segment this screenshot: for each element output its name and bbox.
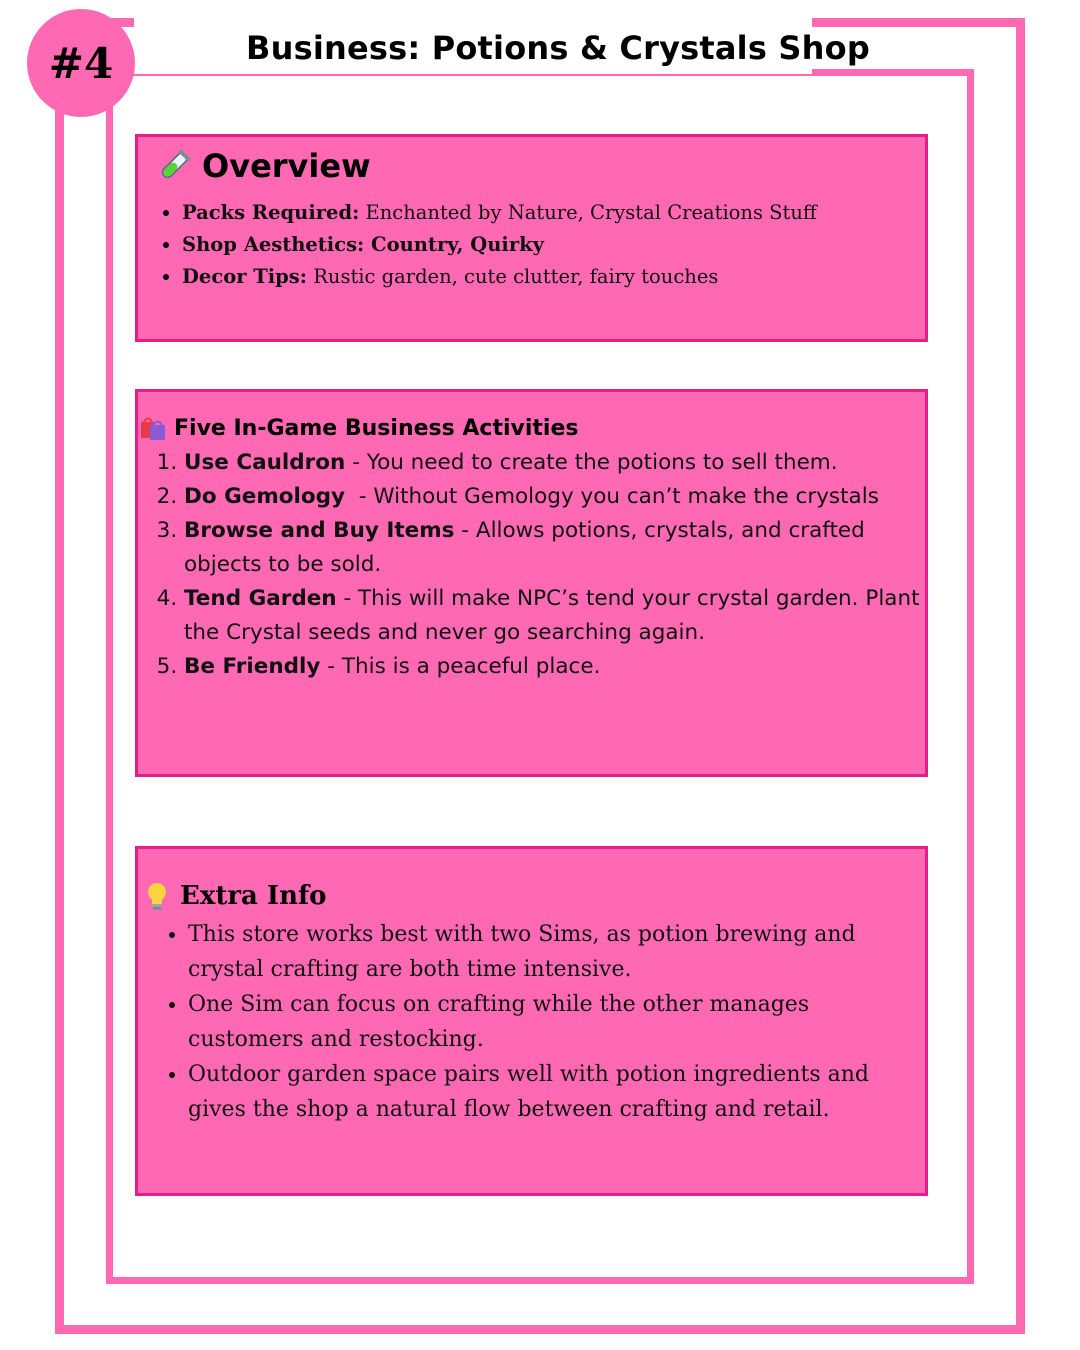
item-text: - Without Gemology you can’t make the crystals	[345, 484, 879, 509]
list-item	[182, 197, 817, 229]
list-item	[184, 446, 924, 480]
item-text: - Allows potions, crystals, and crafted objects to be sold.	[184, 518, 865, 577]
page-title: Business: Potions & Crystals Shop	[246, 29, 870, 67]
overview-card	[135, 134, 928, 342]
item-label: Use Cauldron	[184, 450, 346, 475]
extra-info-card	[135, 846, 928, 1196]
item-text: Enchanted by Nature, Crystal Creations Stuff	[359, 201, 817, 224]
list-item	[184, 514, 924, 582]
list-item	[182, 261, 817, 293]
item-label: Shop Aesthetics: Country, Quirky	[182, 233, 544, 256]
list-item: • Outdoor garden space pairs well with potion ingredients and gives the shop a natural flow between crafting and retail.	[188, 1057, 918, 1127]
item-label: Decor Tips:	[182, 265, 307, 288]
test-tube-icon	[156, 148, 192, 184]
activities-list	[160, 446, 924, 684]
extra-info-title: Extra Info	[180, 881, 327, 911]
item-label: Do Gemology	[184, 484, 346, 509]
item-label: Tend Garden	[184, 586, 337, 611]
item-text: Rustic garden, cute clutter, fairy touches	[307, 265, 719, 288]
activities-title: Five In-Game Business Activities	[174, 415, 579, 441]
item-text: - This is a peaceful place.	[320, 654, 601, 679]
number-badge	[27, 9, 135, 117]
shopping-bags-icon	[140, 414, 168, 442]
list-item: • One Sim can focus on crafting while the other manages customers and restocking.	[188, 987, 918, 1057]
extra-info-heading	[144, 881, 327, 911]
list-item: • This store works best with two Sims, as potion brewing and crystal crafting are both time intensive.	[188, 917, 918, 987]
overview-list	[156, 197, 817, 293]
overview-heading	[156, 147, 371, 185]
activities-heading	[140, 414, 578, 442]
list-item	[184, 582, 924, 650]
extra-info-list	[162, 917, 918, 1127]
item-text: - You need to create the potions to sell them.	[345, 450, 838, 475]
item-label: Packs Required:	[182, 201, 360, 224]
item-label: Browse and Buy Items	[184, 518, 455, 543]
item-text: - This will make NPC’s tend your crystal garden. Plant the Crystal seeds and never go searching again.	[184, 586, 920, 645]
list-item	[184, 480, 924, 514]
list-item	[184, 650, 924, 684]
activities-card	[135, 389, 928, 777]
overview-title: Overview	[202, 147, 371, 185]
light-bulb-icon	[144, 881, 170, 911]
list-item	[182, 229, 817, 261]
badge-number: #4	[48, 38, 114, 88]
item-label: Be Friendly	[184, 654, 321, 679]
